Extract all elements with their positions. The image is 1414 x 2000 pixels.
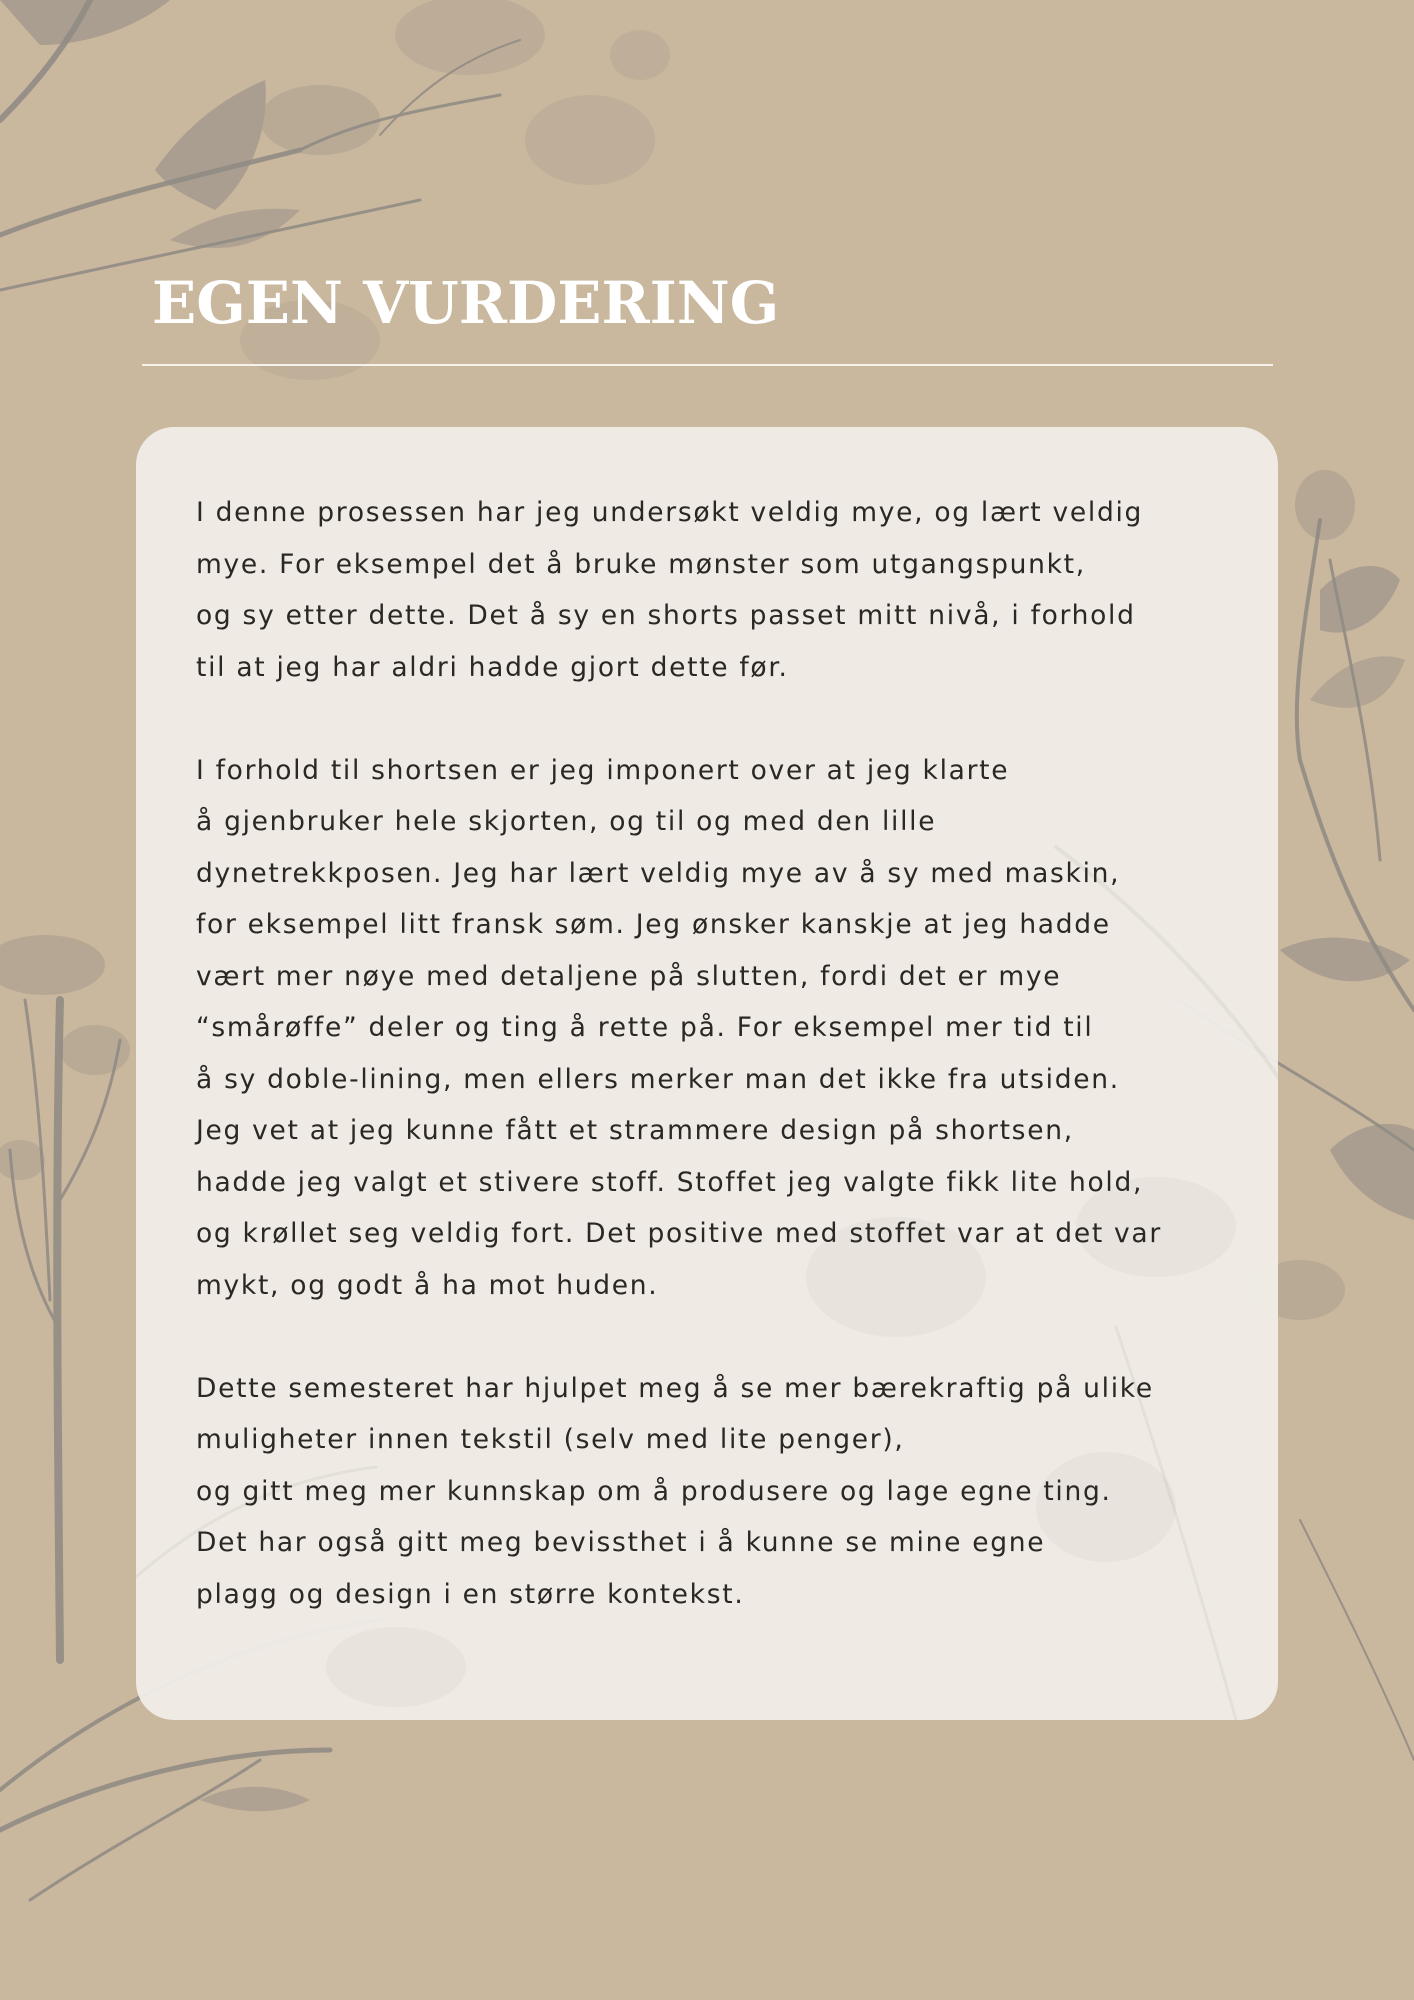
- text-line: å sy doble-lining, men ellers merker man det ikke fra utsiden.: [196, 1063, 1120, 1095]
- paragraph-2: [196, 745, 1238, 1312]
- paragraph-1: [196, 487, 1238, 693]
- text-card: [136, 427, 1278, 1720]
- text-line: og sy etter dette. Det å sy en shorts passet mitt nivå, i forhold: [196, 600, 1136, 631]
- text-line: for eksempel litt fransk søm. Jeg ønsker kanskje at jeg hadde: [196, 909, 1111, 940]
- text-line: og gitt meg mer kunnskap om å produsere og lage egne ting.: [196, 1475, 1112, 1507]
- text-line: mykt, og godt å ha mot huden.: [196, 1269, 659, 1301]
- text-line: Jeg vet at jeg kunne fått et strammere design på shortsen,: [196, 1115, 1074, 1146]
- text-line: I forhold til shortsen er jeg imponert over at jeg klarte: [196, 754, 1010, 786]
- text-line: mye. For eksempel det å bruke mønster som utgangspunkt,: [196, 548, 1086, 580]
- text-line: og krøllet seg veldig fort. Det positive med stoffet var at det var: [196, 1218, 1162, 1249]
- page-title: EGEN VURDERING: [152, 269, 780, 337]
- body-text: [196, 487, 1238, 1620]
- text-line: I denne prosessen har jeg undersøkt veldig mye, og lært veldig: [196, 497, 1144, 528]
- text-line: dynetrekkposen. Jeg har lært veldig mye av å sy med maskin,: [196, 857, 1121, 889]
- text-line: hadde jeg valgt et stivere stoff. Stoffet jeg valgte fikk lite hold,: [196, 1166, 1144, 1198]
- paragraph-3: [196, 1363, 1238, 1621]
- text-line: Det har også gitt meg bevissthet i å kunne se mine egne: [196, 1527, 1046, 1558]
- text-line: “smårøffe” deler og ting å rette på. For eksempel mer tid til: [196, 1012, 1094, 1043]
- title-divider: [142, 364, 1273, 366]
- text-line: å gjenbruker hele skjorten, og til og med den lille: [196, 806, 937, 837]
- text-line: Dette semesteret har hjulpet meg å se mer bærekraftig på ulike: [196, 1372, 1154, 1404]
- text-line: vært mer nøye med detaljene på slutten, fordi det er mye: [196, 960, 1062, 992]
- text-line: plagg og design i en større kontekst.: [196, 1578, 745, 1610]
- text-line: til at jeg har aldri hadde gjort dette før.: [196, 651, 789, 683]
- text-line: muligheter innen tekstil (selv med lite penger),: [196, 1424, 905, 1455]
